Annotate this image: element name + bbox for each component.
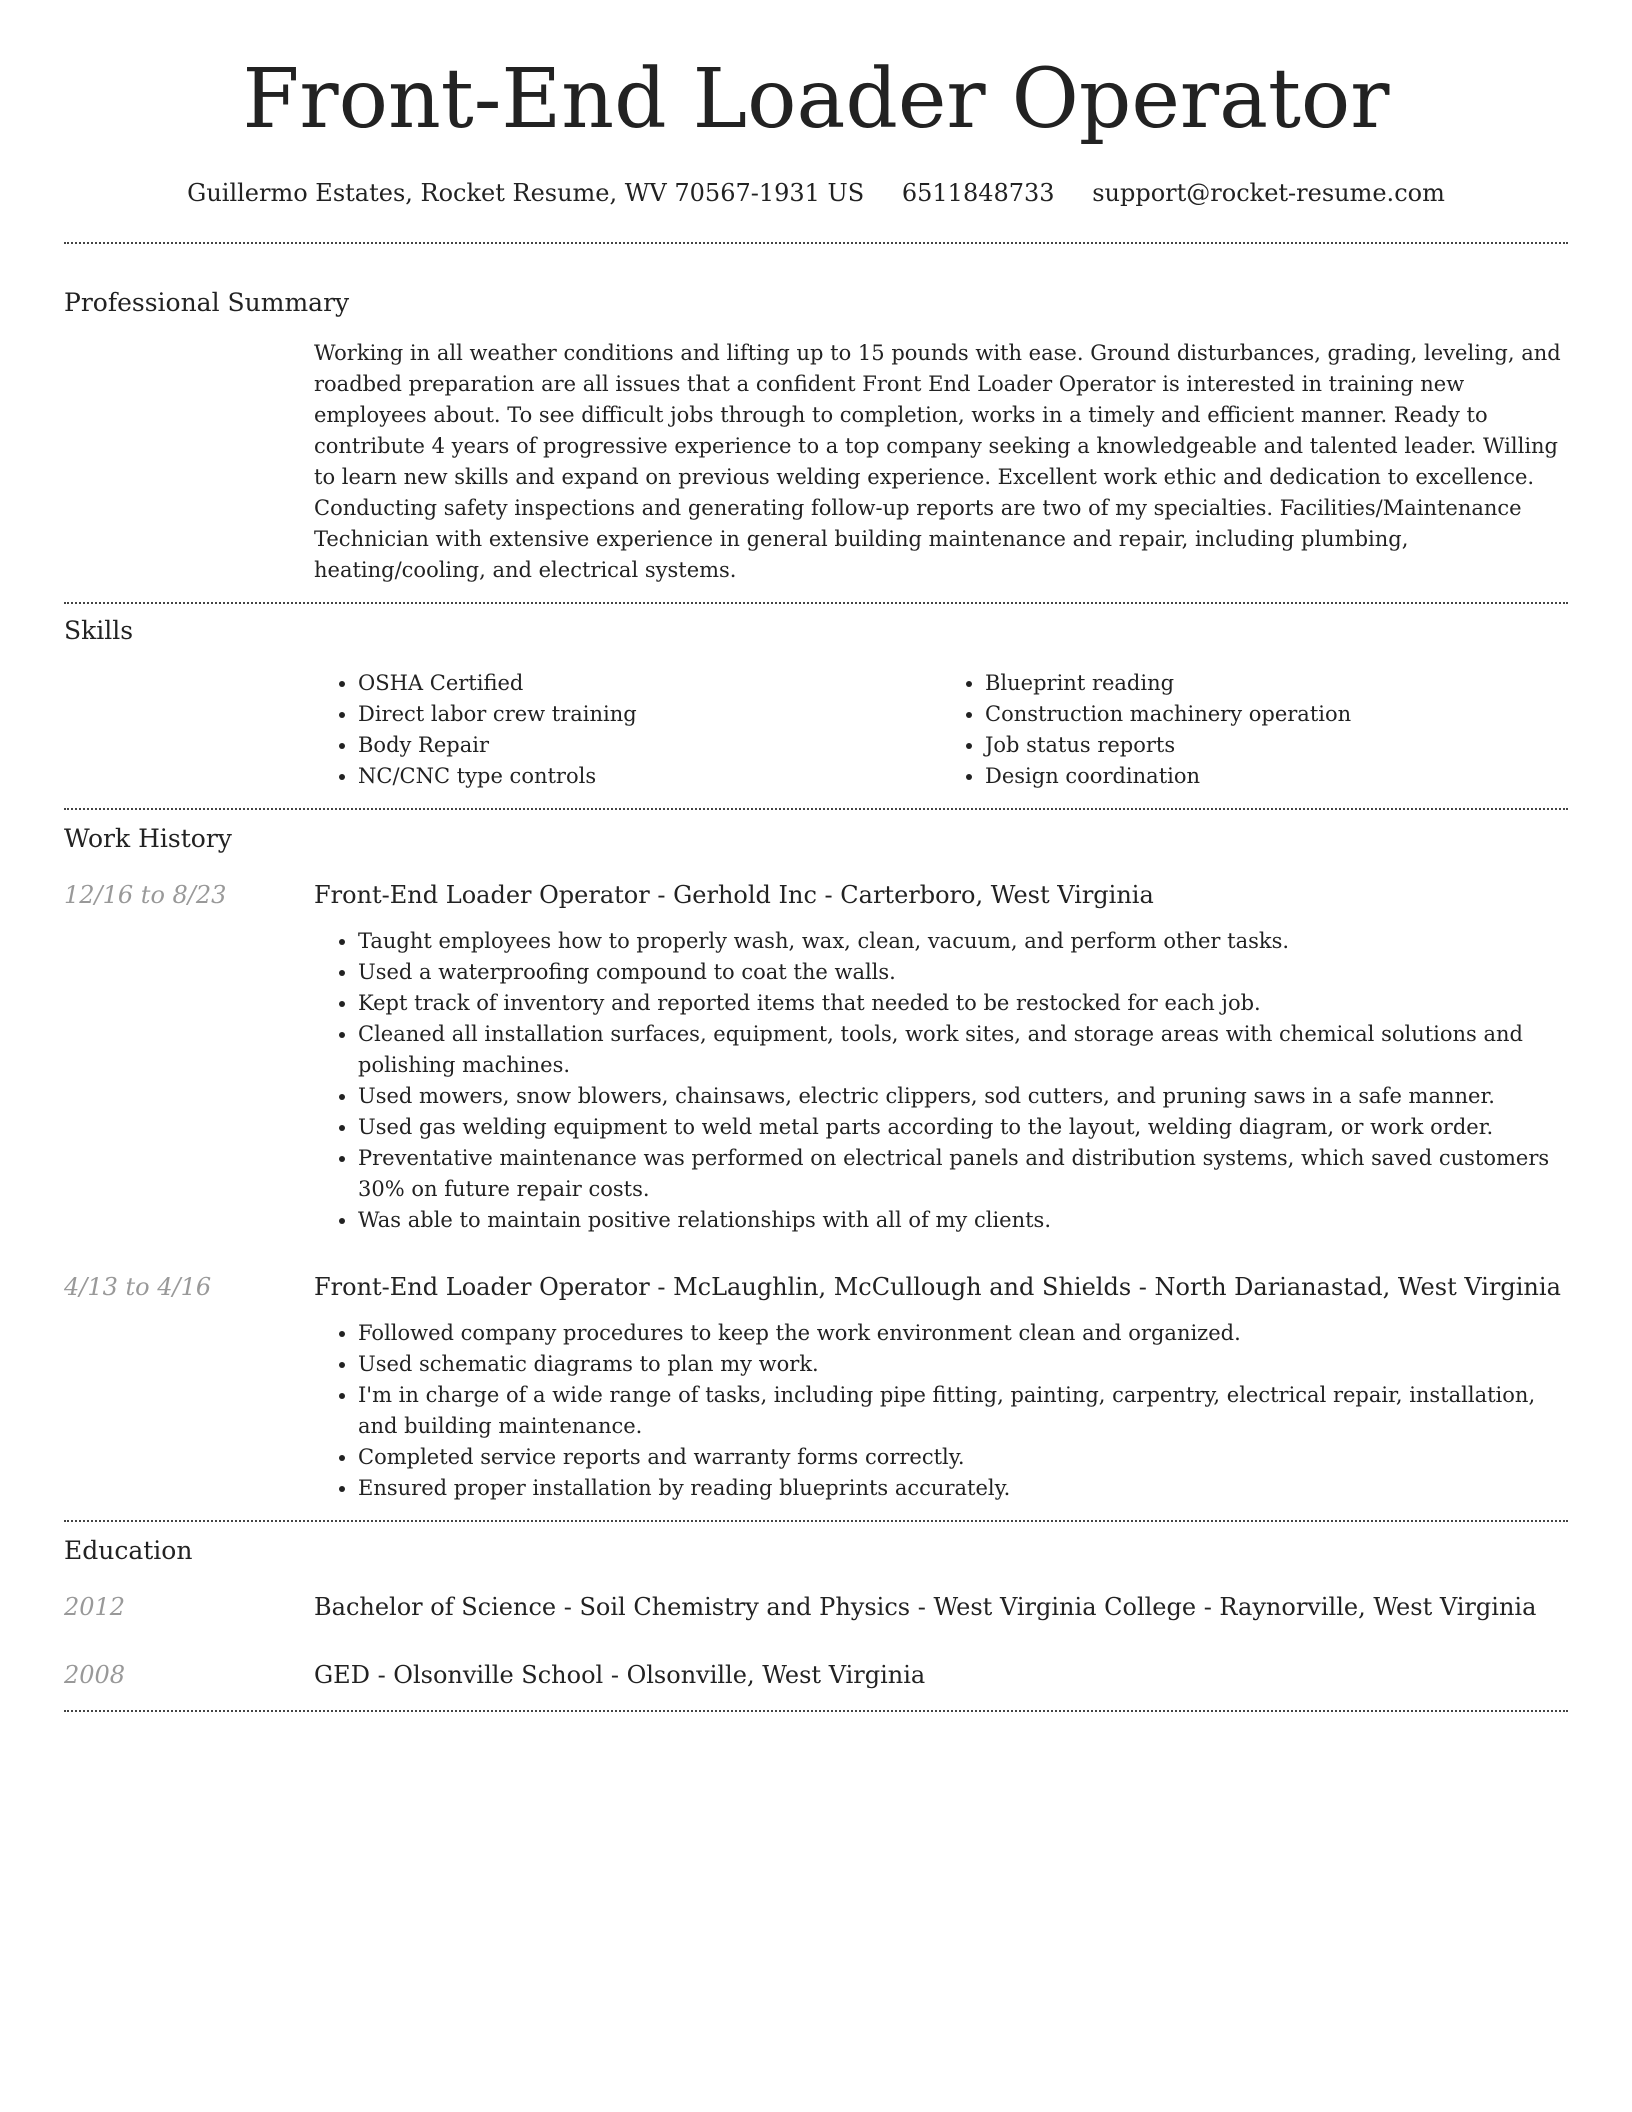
- job-role: Front-End Loader Operator: [314, 881, 650, 909]
- section-title-education: Education: [64, 1536, 193, 1565]
- job-bullets: [314, 1318, 1568, 1504]
- job-entry: [64, 1270, 1568, 1504]
- job-bullet: • I'm in charge of a wide range of tasks, including pipe fitting, painting, carpentry, electrical repair, installation, and building maintenance.: [358, 1380, 1568, 1442]
- job-bullet: • Cleaned all installation surfaces, equipment, tools, work sites, and storage areas with chemical solutions and polishing machines.: [358, 1019, 1568, 1081]
- job-bullet: • Followed company procedures to keep the work environment clean and organized.: [358, 1318, 1568, 1349]
- section-title-summary: Professional Summary: [64, 288, 350, 317]
- skills-section: [64, 604, 1568, 792]
- skill-item: • OSHA Certified: [358, 668, 941, 699]
- job-bullet: • Ensured proper installation by reading blueprints accurately.: [358, 1473, 1568, 1504]
- job-role: Front-End Loader Operator: [314, 1273, 650, 1301]
- education-year: 2012: [64, 1593, 126, 1621]
- skill-item: • Job status reports: [985, 730, 1568, 761]
- skill-item: • Direct labor crew training: [358, 699, 941, 730]
- job-bullet: • Used a waterproofing compound to coat the walls.: [358, 957, 1568, 988]
- skill-item: • Blueprint reading: [985, 668, 1568, 699]
- work-history-section: [64, 810, 1568, 1504]
- skills-list-right: [941, 668, 1568, 792]
- job-entry: [64, 878, 1568, 1236]
- section-title-work-history: Work History: [64, 824, 232, 853]
- contact-address: Guillermo Estates, Rocket Resume, WV 70567-1931 US: [187, 179, 865, 207]
- job-bullet: • Completed service reports and warranty forms correctly.: [358, 1442, 1568, 1473]
- job-location: North Darianastad, West Virginia: [1154, 1273, 1561, 1301]
- education-entry: [64, 1590, 1568, 1624]
- section-title-skills: Skills: [64, 616, 134, 645]
- education-section: [64, 1522, 1568, 1692]
- job-dates: 4/13 to 4/16: [64, 1273, 212, 1301]
- summary-paragraph: Working in all weather conditions and lifting up to 15 pounds with ease. Ground disturbances, grading, leveling, and roadbed preparation are all issues that a confident Front End Loader Operator is interested in training new employees about. To see difficult jobs through to completion, works in a timely and efficient manner. Ready to contribute 4 years of progressive experience to a top company seeking a knowledgeable and talented leader. Willing to learn new skills and expand on previous welding experience. Excellent work ethic and dedication to excellence. Conducting safety inspections and generating follow-up reports are two of my specialties. Facilities/Maintenance Technician with extensive experience in general building maintenance and repair, including plumbing, heating/cooling, and electrical systems.: [314, 341, 1561, 582]
- job-bullet: • Taught employees how to properly wash, wax, clean, vacuum, and perform other tasks.: [358, 926, 1568, 957]
- job-bullet: • Was able to maintain positive relationships with all of my clients.: [358, 1205, 1568, 1236]
- education-entry: [64, 1658, 1568, 1692]
- skill-item: • Construction machinery operation: [985, 699, 1568, 730]
- resume-name-title: Front-End Loader Operator: [242, 52, 1390, 147]
- section-divider: [64, 1710, 1568, 1712]
- education-details: GED - Olsonville School - Olsonville, West Virginia: [314, 1661, 926, 1689]
- education-year: 2008: [64, 1661, 126, 1689]
- job-bullet: • Kept track of inventory and reported items that needed to be restocked for each job.: [358, 988, 1568, 1019]
- contact-phone: 6511848733: [901, 179, 1055, 207]
- skill-item: • Body Repair: [358, 730, 941, 761]
- skills-list-left: [314, 668, 941, 792]
- resume-page: [64, 0, 1568, 1712]
- job-heading: Front-End Loader Operator - McLaughlin, McCullough and Shields - North Darianastad, West Virginia: [314, 1273, 1561, 1301]
- job-bullets: [314, 926, 1568, 1236]
- job-bullet: • Used schematic diagrams to plan my work.: [358, 1349, 1568, 1380]
- summary-section: [64, 244, 1568, 586]
- job-heading: Front-End Loader Operator - Gerhold Inc - Carterboro, West Virginia: [314, 881, 1154, 909]
- job-dates: 12/16 to 8/23: [64, 881, 227, 909]
- education-details: Bachelor of Science - Soil Chemistry and Physics - West Virginia College - Raynorville, West Virginia: [314, 1593, 1537, 1621]
- skill-item: • Design coordination: [985, 761, 1568, 792]
- job-bullet: • Used mowers, snow blowers, chainsaws, electric clippers, sod cutters, and pruning saws in a safe manner.: [358, 1081, 1568, 1112]
- job-company: Gerhold Inc: [673, 881, 817, 909]
- contact-line: [64, 176, 1568, 210]
- skill-item: • NC/CNC type controls: [358, 761, 941, 792]
- job-bullet: • Used gas welding equipment to weld metal parts according to the layout, welding diagram, or work order.: [358, 1112, 1568, 1143]
- job-bullet: • Preventative maintenance was performed on electrical panels and distribution systems, which saved customers 30% on future repair costs.: [358, 1143, 1568, 1205]
- job-company: McLaughlin, McCullough and Shields: [673, 1273, 1132, 1301]
- job-location: Carterboro, West Virginia: [840, 881, 1154, 909]
- contact-email: support@rocket-resume.com: [1092, 179, 1445, 207]
